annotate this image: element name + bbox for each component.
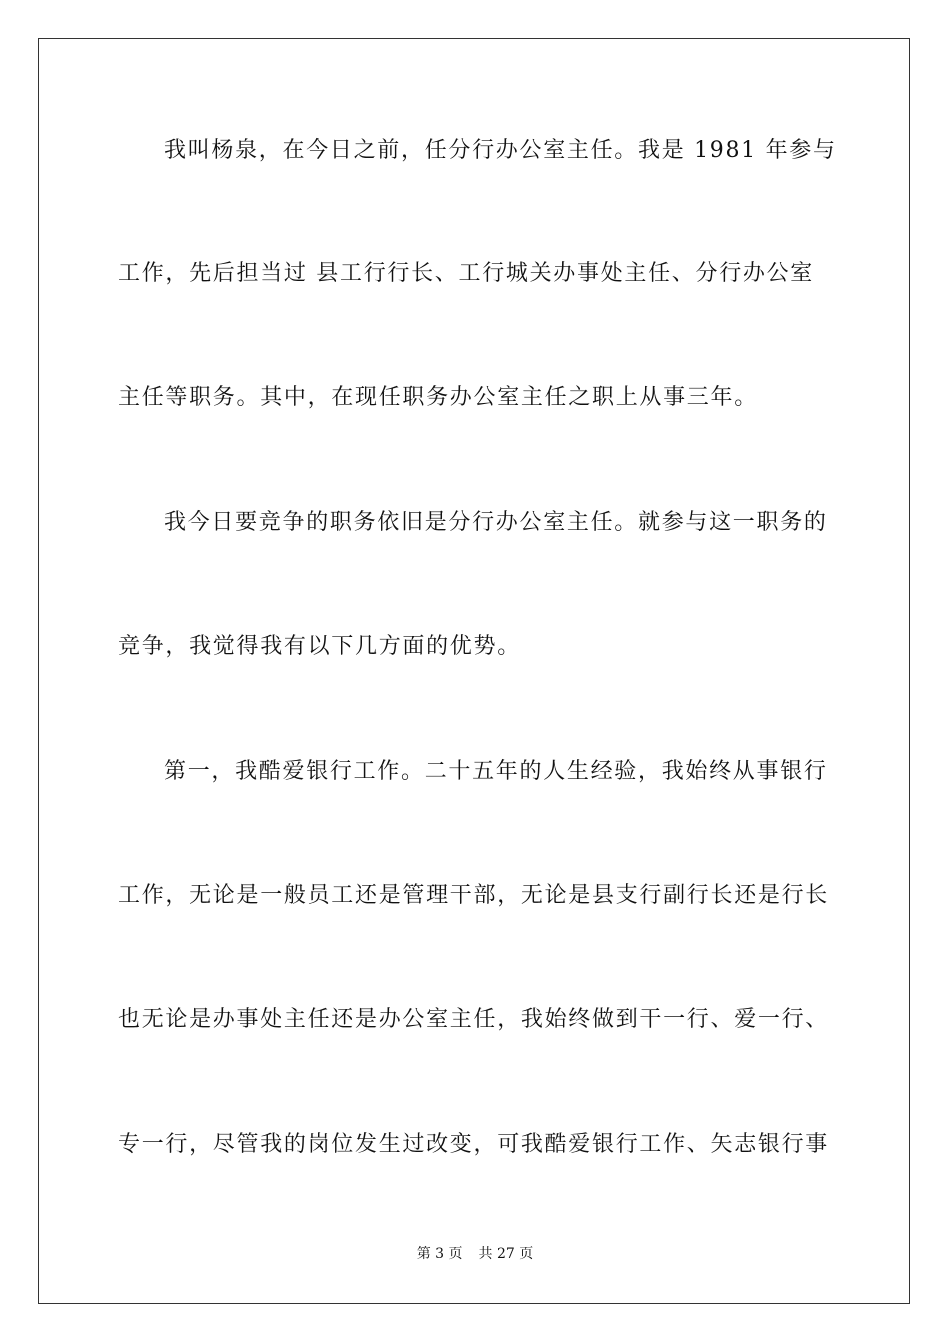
paragraph-3-line-4: 专一行，尽管我的岗位发生过改变，可我酷爱银行工作、矢志银行事 <box>118 1132 830 1157</box>
paragraph-3-line-3: 也无论是办事处主任还是办公室主任，我始终做到干一行、爱一行、 <box>118 1007 830 1032</box>
paragraph-2-line-1: 我今日要竞争的职务依旧是分行办公室主任。就参与这一职务的 <box>164 510 828 535</box>
paragraph-3-line-1: 第一，我酷爱银行工作。二十五年的人生经验，我始终从事银行 <box>164 759 828 784</box>
paragraph-1-line-1: 我叫杨泉，在今日之前，任分行办公室主任。我是 1981 年参与 <box>164 138 837 163</box>
page-total: 共 27 页 <box>478 1246 534 1262</box>
page-number: 第 3 页 <box>416 1246 463 1262</box>
page-footer <box>0 1245 950 1263</box>
paragraph-1-line-2: 工作，先后担当过 县工行行长、工行城关办事处主任、分行办公室 <box>118 261 814 286</box>
paragraph-1-line-3: 主任等职务。其中，在现任职务办公室主任之职上从事三年。 <box>118 385 758 410</box>
paragraph-2-line-2: 竞争，我觉得我有以下几方面的优势。 <box>118 634 521 659</box>
page-border <box>38 38 910 1304</box>
paragraph-3-line-2: 工作，无论是一般员工还是管理干部，无论是县支行副行长还是行长 <box>118 883 830 908</box>
